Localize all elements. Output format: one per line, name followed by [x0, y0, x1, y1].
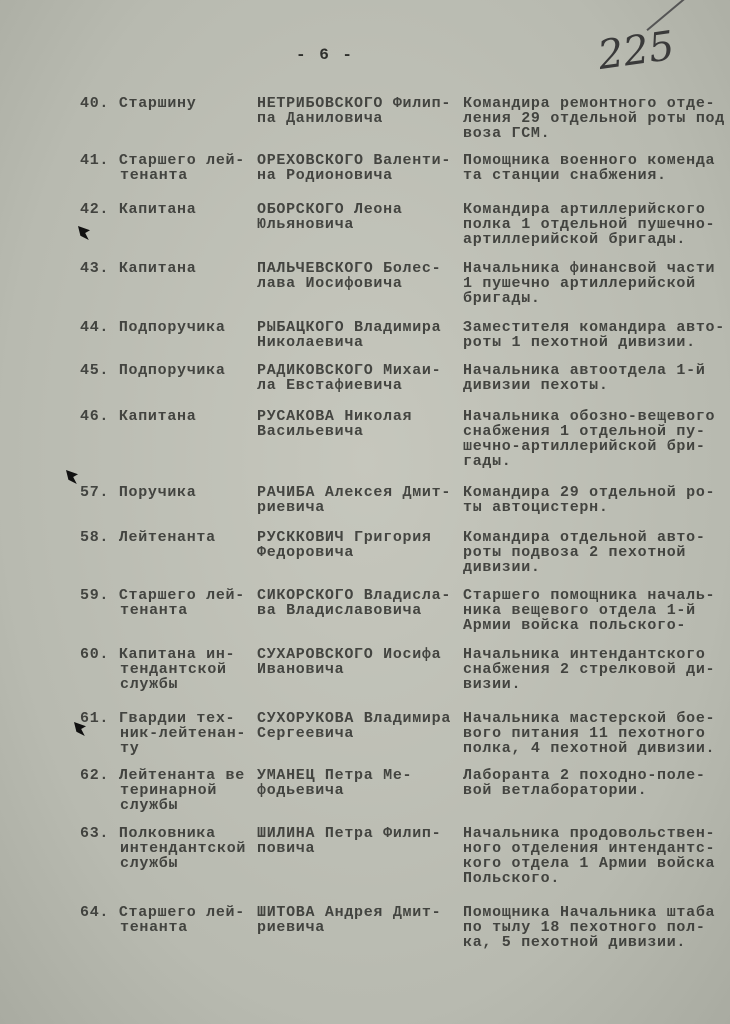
entry-name-line: Федоровича: [257, 544, 355, 561]
rank-line: Старшего лей-: [118, 152, 245, 169]
entry-position-line: Командира артиллерийского: [463, 201, 706, 218]
rank-line: Лейтенанта ве: [118, 767, 245, 784]
entry-name-line: РУСАКОВА Николая: [257, 408, 413, 425]
entry-position-line: ты автоцистерн.: [463, 499, 609, 516]
entry-name: [257, 711, 451, 741]
entry-name: [257, 363, 441, 393]
entry-name: [257, 485, 451, 515]
entry-number: 57.: [80, 484, 110, 501]
entry-rank: [80, 530, 216, 545]
entry-rank: [80, 826, 246, 871]
entry-number: 64.: [80, 904, 110, 921]
entry-position: [463, 905, 715, 950]
entry-position-line: та станции снабжения.: [463, 167, 667, 184]
entry-name-line: РЫБАЦКОГО Владимира: [257, 319, 442, 336]
rank-line: ник-лейтенан-: [120, 725, 247, 742]
entry-name: [257, 647, 441, 677]
entry-number: 58.: [80, 529, 110, 546]
entry-name-line: ШИЛИНА Петра Филип-: [257, 825, 442, 842]
entry-position-line: Помощника Начальника штаба: [463, 904, 716, 921]
entry-rank: [80, 485, 196, 500]
entry-position-line: шечно-артиллерийской бри-: [463, 438, 706, 455]
entry-position-line: гады.: [463, 453, 512, 470]
entry-position-line: по тылу 18 пехотного пол-: [463, 919, 706, 936]
entry-name-line: риевича: [257, 499, 325, 516]
rank-first-line: [80, 320, 226, 335]
rank-first-line: [80, 711, 246, 726]
rank-first-line: [80, 768, 245, 783]
entry-name-line: Сергеевича: [257, 725, 355, 742]
entry-position-line: Начальника обозно-вещевого: [463, 408, 716, 425]
entry-number: 45.: [80, 362, 110, 379]
rank-line: Старшего лей-: [118, 904, 245, 921]
entry-name-line: ПАЛЬЧЕВСКОГО Болес-: [257, 260, 442, 277]
rank-line: Капитана ин-: [118, 646, 236, 663]
rank-first-line: [80, 96, 196, 111]
rank-first-line: [80, 261, 196, 276]
entry-position: [463, 153, 715, 183]
handwritten-sheet-number: 225: [595, 22, 678, 80]
entry-position-line: Командира ремонтного отде-: [463, 95, 716, 112]
entry-name: [257, 409, 412, 439]
entry-name: [257, 530, 432, 560]
entry-position-line: Помощника военного коменда: [463, 152, 716, 169]
rank-line: тендантской: [120, 661, 227, 678]
entry-rank: [80, 588, 245, 618]
entry-number: 40.: [80, 95, 110, 112]
entry-rank: [80, 768, 245, 813]
rank-first-line: [80, 588, 245, 603]
entry-position-line: снабжения 2 стрелковой ди-: [463, 661, 716, 678]
entry-name-line: СУХОРУКОВА Владимира: [257, 710, 452, 727]
rank-first-line: [80, 905, 245, 920]
entry-rank: [80, 409, 196, 424]
entry-position-line: ка, 5 пехотной дивизии.: [463, 934, 687, 951]
entry-position-line: Заместителя командира авто-: [463, 319, 725, 336]
entry-name-line: РАЧИБА Алексея Дмит-: [257, 484, 452, 501]
rank-line: Подпоручика: [118, 319, 226, 336]
entry-position: [463, 647, 715, 692]
entry-position-line: воза ГСМ.: [463, 125, 551, 142]
entry-position-line: снабжения 1 отдельной пу-: [463, 423, 706, 440]
entry-position: [463, 711, 715, 756]
entry-name-line: фодьевича: [257, 782, 345, 799]
entry-position-line: ления 29 отдельной роты под: [463, 110, 725, 127]
entry-position-line: вого питания 11 пехотного: [463, 725, 706, 742]
entry-name-line: ва Владиславовича: [257, 602, 422, 619]
entry-name: [257, 588, 451, 618]
rank-line: тенанта: [120, 167, 188, 184]
rank-line: Гвардии тех-: [118, 710, 236, 727]
entry-position-line: бригады.: [463, 290, 541, 307]
entry-name-line: повича: [257, 840, 316, 857]
entry-rank: [80, 905, 245, 935]
entry-name-line: РАДИКОВСКОГО Михаи-: [257, 362, 442, 379]
entry-position: [463, 588, 715, 633]
rank-first-line: [80, 363, 226, 378]
entry-position: [463, 826, 715, 886]
rank-line: Лейтенанта: [118, 529, 216, 546]
entry-name-line: риевича: [257, 919, 325, 936]
entry-position-line: Начальника продовольствен-: [463, 825, 716, 842]
entry-name-line: НЕТРИБОВСКОГО Филип-: [257, 95, 452, 112]
entry-position: [463, 96, 725, 141]
rank-line: Капитана: [118, 201, 197, 218]
rank-line: Полковника: [118, 825, 216, 842]
entry-position-line: визии.: [463, 676, 522, 693]
entry-name-line: на Родионовича: [257, 167, 393, 184]
entry-name-line: ОРЕХОВСКОГО Валенти-: [257, 152, 452, 169]
entry-rank: [80, 153, 245, 183]
rank-first-line: [80, 202, 196, 217]
entry-position-line: артиллерийской бригады.: [463, 231, 687, 248]
entry-position-line: Начальника мастерской бое-: [463, 710, 716, 727]
entry-position-line: дивизии пехоты.: [463, 377, 609, 394]
rank-line: службы: [120, 797, 179, 814]
entry-name: [257, 320, 441, 350]
entry-name-line: лава Иосифовича: [257, 275, 403, 292]
rank-first-line: [80, 530, 216, 545]
entry-number: 41.: [80, 152, 110, 169]
entry-position-line: Начальника финансвой части: [463, 260, 716, 277]
entry-position-line: Начальника интендантского: [463, 646, 706, 663]
entry-name: [257, 96, 451, 126]
entry-number: 42.: [80, 201, 110, 218]
entry-name-line: Васильевича: [257, 423, 364, 440]
entry-name-line: па Даниловича: [257, 110, 384, 127]
entry-number: 59.: [80, 587, 110, 604]
entry-name-line: СИКОРСКОГО Владисла-: [257, 587, 452, 604]
rank-first-line: [80, 826, 246, 841]
entry-name: [257, 153, 451, 183]
entry-number: 63.: [80, 825, 110, 842]
rank-line: Капитана: [118, 260, 197, 277]
entry-position-line: 1 пушечно артиллерийской: [463, 275, 696, 292]
entry-name: [257, 261, 441, 291]
rank-line: службы: [120, 855, 179, 872]
entry-position-line: полка, 4 пехотной дивизии.: [463, 740, 716, 757]
entry-position: [463, 202, 715, 247]
entry-position-line: ника вещевого отдела 1-й: [463, 602, 696, 619]
entry-number: 60.: [80, 646, 110, 663]
page-number: - 6 -: [296, 46, 355, 64]
rank-line: Капитана: [118, 408, 197, 425]
entry-name-line: ла Евстафиевича: [257, 377, 403, 394]
entry-number: 62.: [80, 767, 110, 784]
rank-first-line: [80, 409, 196, 424]
entry-number: 61.: [80, 710, 110, 727]
entry-position: [463, 320, 725, 350]
entry-number: 43.: [80, 260, 110, 277]
entry-position-line: полка 1 отдельной пушечно-: [463, 216, 716, 233]
entry-rank: [80, 96, 196, 111]
entry-rank: [80, 261, 196, 276]
rank-line: интендантской: [120, 840, 247, 857]
rank-first-line: [80, 153, 245, 168]
entry-position-line: дивизии.: [463, 559, 541, 576]
entry-name-line: ШИТОВА Андрея Дмит-: [257, 904, 442, 921]
rank-line: теринарной: [120, 782, 218, 799]
rank-line: тенанта: [120, 919, 188, 936]
entry-position: [463, 261, 715, 306]
entry-position-line: Командира отдельной авто-: [463, 529, 706, 546]
rank-line: Старшего лей-: [118, 587, 245, 604]
entry-position: [463, 768, 706, 798]
entry-name-line: Ивановича: [257, 661, 345, 678]
entry-position: [463, 409, 715, 469]
entry-position: [463, 530, 706, 575]
entry-position-line: Лаборанта 2 походно-поле-: [463, 767, 706, 784]
ink-blot-mark: [66, 470, 78, 484]
rank-line: ту: [120, 740, 140, 757]
ink-blot-mark: [78, 226, 90, 240]
entry-name-line: СУХАРОВСКОГО Иосифа: [257, 646, 442, 663]
rank-first-line: [80, 647, 235, 662]
entry-name: [257, 905, 441, 935]
entry-position-line: вой ветлаборатории.: [463, 782, 648, 799]
rank-line: службы: [120, 676, 179, 693]
entry-number: 46.: [80, 408, 110, 425]
entry-rank: [80, 711, 246, 756]
rank-first-line: [80, 485, 196, 500]
entry-position-line: Начальника автоотдела 1-й: [463, 362, 706, 379]
entry-position-line: Армии войска польского-: [463, 617, 687, 634]
rank-line: Старшину: [118, 95, 197, 112]
entry-name-line: РУСККОВИЧ Григория: [257, 529, 432, 546]
entry-position-line: Старшего помощника началь-: [463, 587, 716, 604]
entry-position: [463, 485, 715, 515]
entry-position-line: кого отдела 1 Армии войска: [463, 855, 716, 872]
entry-rank: [80, 320, 226, 335]
entry-position-line: Командира 29 отдельной ро-: [463, 484, 716, 501]
entry-name-line: Николаевича: [257, 334, 364, 351]
rank-line: тенанта: [120, 602, 188, 619]
entry-name: [257, 826, 441, 856]
entry-number: 44.: [80, 319, 110, 336]
entry-position-line: роты подвоза 2 пехотной: [463, 544, 687, 561]
entry-position: [463, 363, 706, 393]
entry-name-line: УМАНЕЦ Петра Ме-: [257, 767, 413, 784]
entry-position-line: ного отделения интендантс-: [463, 840, 716, 857]
entry-rank: [80, 202, 196, 217]
entry-rank: [80, 363, 226, 378]
rank-line: Подпоручика: [118, 362, 226, 379]
entry-name: [257, 768, 412, 798]
entry-rank: [80, 647, 235, 692]
rank-line: Поручика: [118, 484, 197, 501]
entry-position-line: Польского.: [463, 870, 561, 887]
entry-name-line: Юльяновича: [257, 216, 355, 233]
entry-name: [257, 202, 403, 232]
entry-name-line: ОБОРСКОГО Леона: [257, 201, 403, 218]
entry-position-line: роты 1 пехотной дивизии.: [463, 334, 696, 351]
